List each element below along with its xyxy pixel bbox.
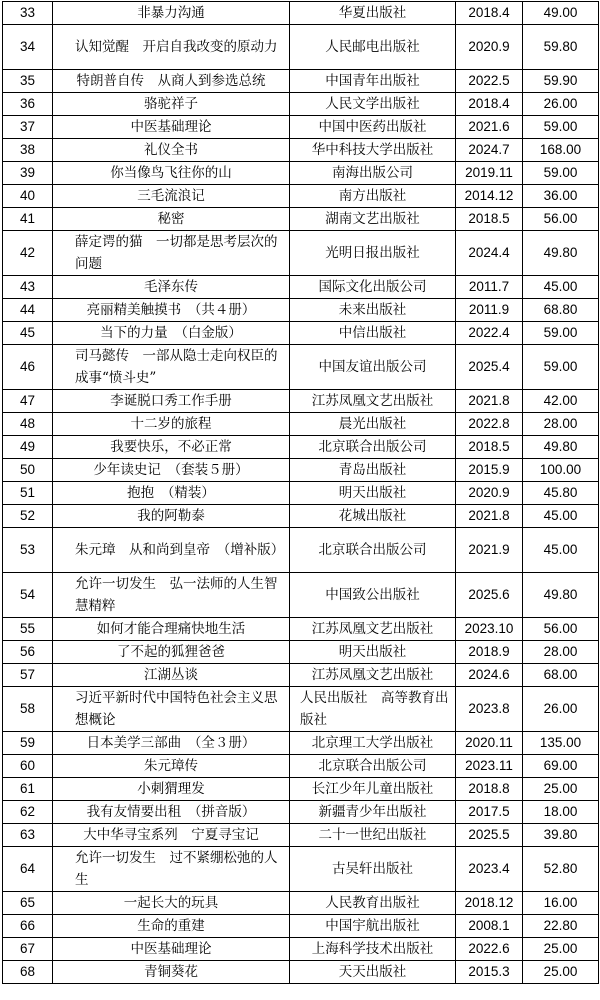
book-price: 26.00 xyxy=(523,93,599,116)
row-number: 50 xyxy=(3,459,53,482)
book-price: 68.00 xyxy=(523,664,599,687)
row-number: 53 xyxy=(3,528,53,573)
book-publisher: 南海出版公司 xyxy=(290,162,456,185)
row-number: 40 xyxy=(3,185,53,208)
book-publisher: 上海科学技术出版社 xyxy=(290,938,456,961)
book-title: 小刺猬理发 xyxy=(53,778,290,801)
book-publisher: 湖南文艺出版社 xyxy=(290,208,456,231)
book-publisher: 未来出版社 xyxy=(290,299,456,322)
book-publisher: 人民邮电出版社 xyxy=(290,25,456,70)
book-list-table xyxy=(2,1,599,984)
row-number: 63 xyxy=(3,824,53,847)
book-title: 非暴力沟通 xyxy=(53,2,290,25)
book-publisher: 国际文化出版公司 xyxy=(290,276,456,299)
row-number: 35 xyxy=(3,70,53,93)
book-row xyxy=(3,618,599,641)
publish-date: 2023.10 xyxy=(456,618,523,641)
book-title: 你当像鸟飞往你的山 xyxy=(53,162,290,185)
book-row xyxy=(3,322,599,345)
book-title: 中医基础理论 xyxy=(53,938,290,961)
book-title: 少年读史记 （套装５册） xyxy=(53,459,290,482)
book-price: 59.00 xyxy=(523,162,599,185)
book-publisher: 光明日报出版社 xyxy=(290,231,456,276)
book-price: 45.00 xyxy=(523,276,599,299)
book-publisher: 中国友谊出版公司 xyxy=(290,345,456,390)
row-number: 67 xyxy=(3,938,53,961)
publish-date: 2020.9 xyxy=(456,25,523,70)
book-publisher: 中国中医药出版社 xyxy=(290,116,456,139)
book-title: 当下的力量 （白金版） xyxy=(53,322,290,345)
row-number: 39 xyxy=(3,162,53,185)
book-title: 大中华寻宝系列 宁夏寻宝记 xyxy=(53,824,290,847)
publish-date: 2018.4 xyxy=(456,2,523,25)
row-number: 48 xyxy=(3,413,53,436)
book-price: 59.90 xyxy=(523,70,599,93)
book-rows xyxy=(3,2,599,984)
book-price: 39.80 xyxy=(523,824,599,847)
publish-date: 2022.4 xyxy=(456,322,523,345)
row-number: 43 xyxy=(3,276,53,299)
book-row xyxy=(3,847,599,892)
publish-date: 2019.11 xyxy=(456,162,523,185)
book-title: 如何才能合理痛快地生活 xyxy=(53,618,290,641)
publish-date: 2022.6 xyxy=(456,938,523,961)
book-title: 特朗普自传 从商人到参选总统 xyxy=(53,70,290,93)
book-publisher: 人民文学出版社 xyxy=(290,93,456,116)
book-title: 李诞脱口秀工作手册 xyxy=(53,390,290,413)
book-price: 49.80 xyxy=(523,436,599,459)
book-row xyxy=(3,436,599,459)
book-price: 26.00 xyxy=(523,687,599,732)
book-row xyxy=(3,390,599,413)
publish-date: 2015.3 xyxy=(456,961,523,984)
book-publisher: 人民教育出版社 xyxy=(290,892,456,915)
publish-date: 2008.1 xyxy=(456,915,523,938)
book-publisher: 新疆青少年出版社 xyxy=(290,801,456,824)
book-row xyxy=(3,413,599,436)
book-title: 生命的重建 xyxy=(53,915,290,938)
book-row xyxy=(3,116,599,139)
book-publisher: 北京联合出版公司 xyxy=(290,755,456,778)
book-price: 68.80 xyxy=(523,299,599,322)
publish-date: 2017.5 xyxy=(456,801,523,824)
book-row xyxy=(3,687,599,732)
book-title: 毛泽东传 xyxy=(53,276,290,299)
book-title: 习近平新时代中国特色社会主义思想概论 xyxy=(53,687,290,732)
row-number: 61 xyxy=(3,778,53,801)
book-price: 59.80 xyxy=(523,25,599,70)
book-row xyxy=(3,208,599,231)
book-publisher: 人民出版社 高等教育出版社 xyxy=(290,687,456,732)
row-number: 41 xyxy=(3,208,53,231)
book-title: 我有友情要出租 （拼音版） xyxy=(53,801,290,824)
publish-date: 2023.11 xyxy=(456,755,523,778)
book-row xyxy=(3,892,599,915)
book-title: 朱元璋传 xyxy=(53,755,290,778)
publish-date: 2021.8 xyxy=(456,390,523,413)
publish-date: 2023.8 xyxy=(456,687,523,732)
book-title: 亮丽精美触摸书 （共４册） xyxy=(53,299,290,322)
publish-date: 2020.9 xyxy=(456,482,523,505)
book-row xyxy=(3,915,599,938)
book-row xyxy=(3,299,599,322)
book-row xyxy=(3,664,599,687)
publish-date: 2021.9 xyxy=(456,528,523,573)
book-title: 日本美学三部曲 （全３册） xyxy=(53,732,290,755)
publish-date: 2025.6 xyxy=(456,573,523,618)
book-row xyxy=(3,505,599,528)
book-row xyxy=(3,70,599,93)
book-title: 我要快乐，不必正常 xyxy=(53,436,290,459)
book-publisher: 南方出版社 xyxy=(290,185,456,208)
book-publisher: 华中科技大学出版社 xyxy=(290,139,456,162)
book-row xyxy=(3,139,599,162)
book-row xyxy=(3,573,599,618)
book-price: 49.80 xyxy=(523,231,599,276)
book-row xyxy=(3,528,599,573)
book-publisher: 长江少年儿童出版社 xyxy=(290,778,456,801)
book-row xyxy=(3,276,599,299)
book-title: 允许一切发生 弘一法师的人生智慧精粹 xyxy=(53,573,290,618)
publish-date: 2022.5 xyxy=(456,70,523,93)
book-publisher: 晨光出版社 xyxy=(290,413,456,436)
book-title: 允许一切发生 过不紧绷松弛的人生 xyxy=(53,847,290,892)
book-title: 了不起的狐狸爸爸 xyxy=(53,641,290,664)
publish-date: 2011.9 xyxy=(456,299,523,322)
row-number: 46 xyxy=(3,345,53,390)
book-row xyxy=(3,961,599,984)
book-publisher: 北京理工大学出版社 xyxy=(290,732,456,755)
row-number: 51 xyxy=(3,482,53,505)
book-row xyxy=(3,824,599,847)
row-number: 54 xyxy=(3,573,53,618)
row-number: 34 xyxy=(3,25,53,70)
book-price: 28.00 xyxy=(523,413,599,436)
book-title: 骆驼祥子 xyxy=(53,93,290,116)
book-price: 22.80 xyxy=(523,915,599,938)
book-publisher: 中国宇航出版社 xyxy=(290,915,456,938)
row-number: 42 xyxy=(3,231,53,276)
book-price: 42.00 xyxy=(523,390,599,413)
book-title: 抱抱 （精装） xyxy=(53,482,290,505)
book-price: 69.00 xyxy=(523,755,599,778)
book-title: 司马懿传 一部从隐士走向权臣的成事“愤斗史” xyxy=(53,345,290,390)
book-price: 56.00 xyxy=(523,618,599,641)
book-row xyxy=(3,2,599,25)
publish-date: 2018.5 xyxy=(456,436,523,459)
book-title: 三毛流浪记 xyxy=(53,185,290,208)
book-row xyxy=(3,732,599,755)
row-number: 62 xyxy=(3,801,53,824)
book-price: 135.00 xyxy=(523,732,599,755)
book-publisher: 明天出版社 xyxy=(290,641,456,664)
row-number: 57 xyxy=(3,664,53,687)
book-price: 45.80 xyxy=(523,482,599,505)
row-number: 45 xyxy=(3,322,53,345)
book-price: 52.80 xyxy=(523,847,599,892)
publish-date: 2023.4 xyxy=(456,847,523,892)
book-price: 45.00 xyxy=(523,505,599,528)
book-price: 59.00 xyxy=(523,116,599,139)
row-number: 60 xyxy=(3,755,53,778)
book-price: 16.00 xyxy=(523,892,599,915)
book-price: 49.80 xyxy=(523,573,599,618)
book-publisher: 花城出版社 xyxy=(290,505,456,528)
book-row xyxy=(3,162,599,185)
book-price: 36.00 xyxy=(523,185,599,208)
book-publisher: 北京联合出版公司 xyxy=(290,436,456,459)
publish-date: 2022.8 xyxy=(456,413,523,436)
book-title: 青铜葵花 xyxy=(53,961,290,984)
row-number: 68 xyxy=(3,961,53,984)
row-number: 49 xyxy=(3,436,53,459)
book-title: 江湖丛谈 xyxy=(53,664,290,687)
book-price: 168.00 xyxy=(523,139,599,162)
row-number: 38 xyxy=(3,139,53,162)
publish-date: 2018.9 xyxy=(456,641,523,664)
row-number: 66 xyxy=(3,915,53,938)
book-publisher: 中信出版社 xyxy=(290,322,456,345)
book-publisher: 华夏出版社 xyxy=(290,2,456,25)
publish-date: 2024.7 xyxy=(456,139,523,162)
book-title: 朱元璋 从和尚到皇帝 （增补版） xyxy=(53,528,290,573)
publish-date: 2015.9 xyxy=(456,459,523,482)
publish-date: 2014.12 xyxy=(456,185,523,208)
book-publisher: 中国致公出版社 xyxy=(290,573,456,618)
book-row xyxy=(3,938,599,961)
book-title: 十二岁的旅程 xyxy=(53,413,290,436)
book-publisher: 江苏凤凰文艺出版社 xyxy=(290,390,456,413)
book-title: 中医基础理论 xyxy=(53,116,290,139)
book-price: 59.00 xyxy=(523,322,599,345)
publish-date: 2018.8 xyxy=(456,778,523,801)
book-title: 认知觉醒 开启自我改变的原动力 xyxy=(53,25,290,70)
book-price: 45.00 xyxy=(523,528,599,573)
row-number: 36 xyxy=(3,93,53,116)
publish-date: 2025.5 xyxy=(456,824,523,847)
row-number: 55 xyxy=(3,618,53,641)
row-number: 33 xyxy=(3,2,53,25)
book-publisher: 明天出版社 xyxy=(290,482,456,505)
book-row xyxy=(3,778,599,801)
publish-date: 2011.7 xyxy=(456,276,523,299)
book-publisher: 二十一世纪出版社 xyxy=(290,824,456,847)
book-row xyxy=(3,482,599,505)
book-price: 25.00 xyxy=(523,961,599,984)
publish-date: 2025.4 xyxy=(456,345,523,390)
book-title: 我的阿勒泰 xyxy=(53,505,290,528)
book-price: 56.00 xyxy=(523,208,599,231)
book-price: 25.00 xyxy=(523,778,599,801)
publish-date: 2021.8 xyxy=(456,505,523,528)
book-publisher: 中国青年出版社 xyxy=(290,70,456,93)
book-row xyxy=(3,93,599,116)
row-number: 65 xyxy=(3,892,53,915)
book-price: 59.00 xyxy=(523,345,599,390)
book-title: 一起长大的玩具 xyxy=(53,892,290,915)
book-row xyxy=(3,459,599,482)
book-row xyxy=(3,755,599,778)
publish-date: 2021.6 xyxy=(456,116,523,139)
book-row xyxy=(3,185,599,208)
book-publisher: 北京联合出版公司 xyxy=(290,528,456,573)
book-title: 薛定谔的猫 一切都是思考层次的问题 xyxy=(53,231,290,276)
row-number: 52 xyxy=(3,505,53,528)
book-row xyxy=(3,345,599,390)
publish-date: 2020.11 xyxy=(456,732,523,755)
publish-date: 2018.5 xyxy=(456,208,523,231)
publish-date: 2018.12 xyxy=(456,892,523,915)
row-number: 56 xyxy=(3,641,53,664)
book-row xyxy=(3,641,599,664)
book-price: 100.00 xyxy=(523,459,599,482)
book-publisher: 天天出版社 xyxy=(290,961,456,984)
row-number: 58 xyxy=(3,687,53,732)
book-price: 25.00 xyxy=(523,938,599,961)
book-publisher: 江苏凤凰文艺出版社 xyxy=(290,664,456,687)
book-title: 秘密 xyxy=(53,208,290,231)
book-publisher: 古吴轩出版社 xyxy=(290,847,456,892)
publish-date: 2024.4 xyxy=(456,231,523,276)
book-row xyxy=(3,25,599,70)
row-number: 64 xyxy=(3,847,53,892)
book-publisher: 青岛出版社 xyxy=(290,459,456,482)
row-number: 37 xyxy=(3,116,53,139)
publish-date: 2018.4 xyxy=(456,93,523,116)
book-row xyxy=(3,801,599,824)
publish-date: 2024.6 xyxy=(456,664,523,687)
row-number: 44 xyxy=(3,299,53,322)
book-title: 礼仪全书 xyxy=(53,139,290,162)
book-publisher: 江苏凤凰文艺出版社 xyxy=(290,618,456,641)
book-row xyxy=(3,231,599,276)
book-price: 28.00 xyxy=(523,641,599,664)
row-number: 47 xyxy=(3,390,53,413)
book-price: 18.00 xyxy=(523,801,599,824)
row-number: 59 xyxy=(3,732,53,755)
book-price: 49.00 xyxy=(523,2,599,25)
